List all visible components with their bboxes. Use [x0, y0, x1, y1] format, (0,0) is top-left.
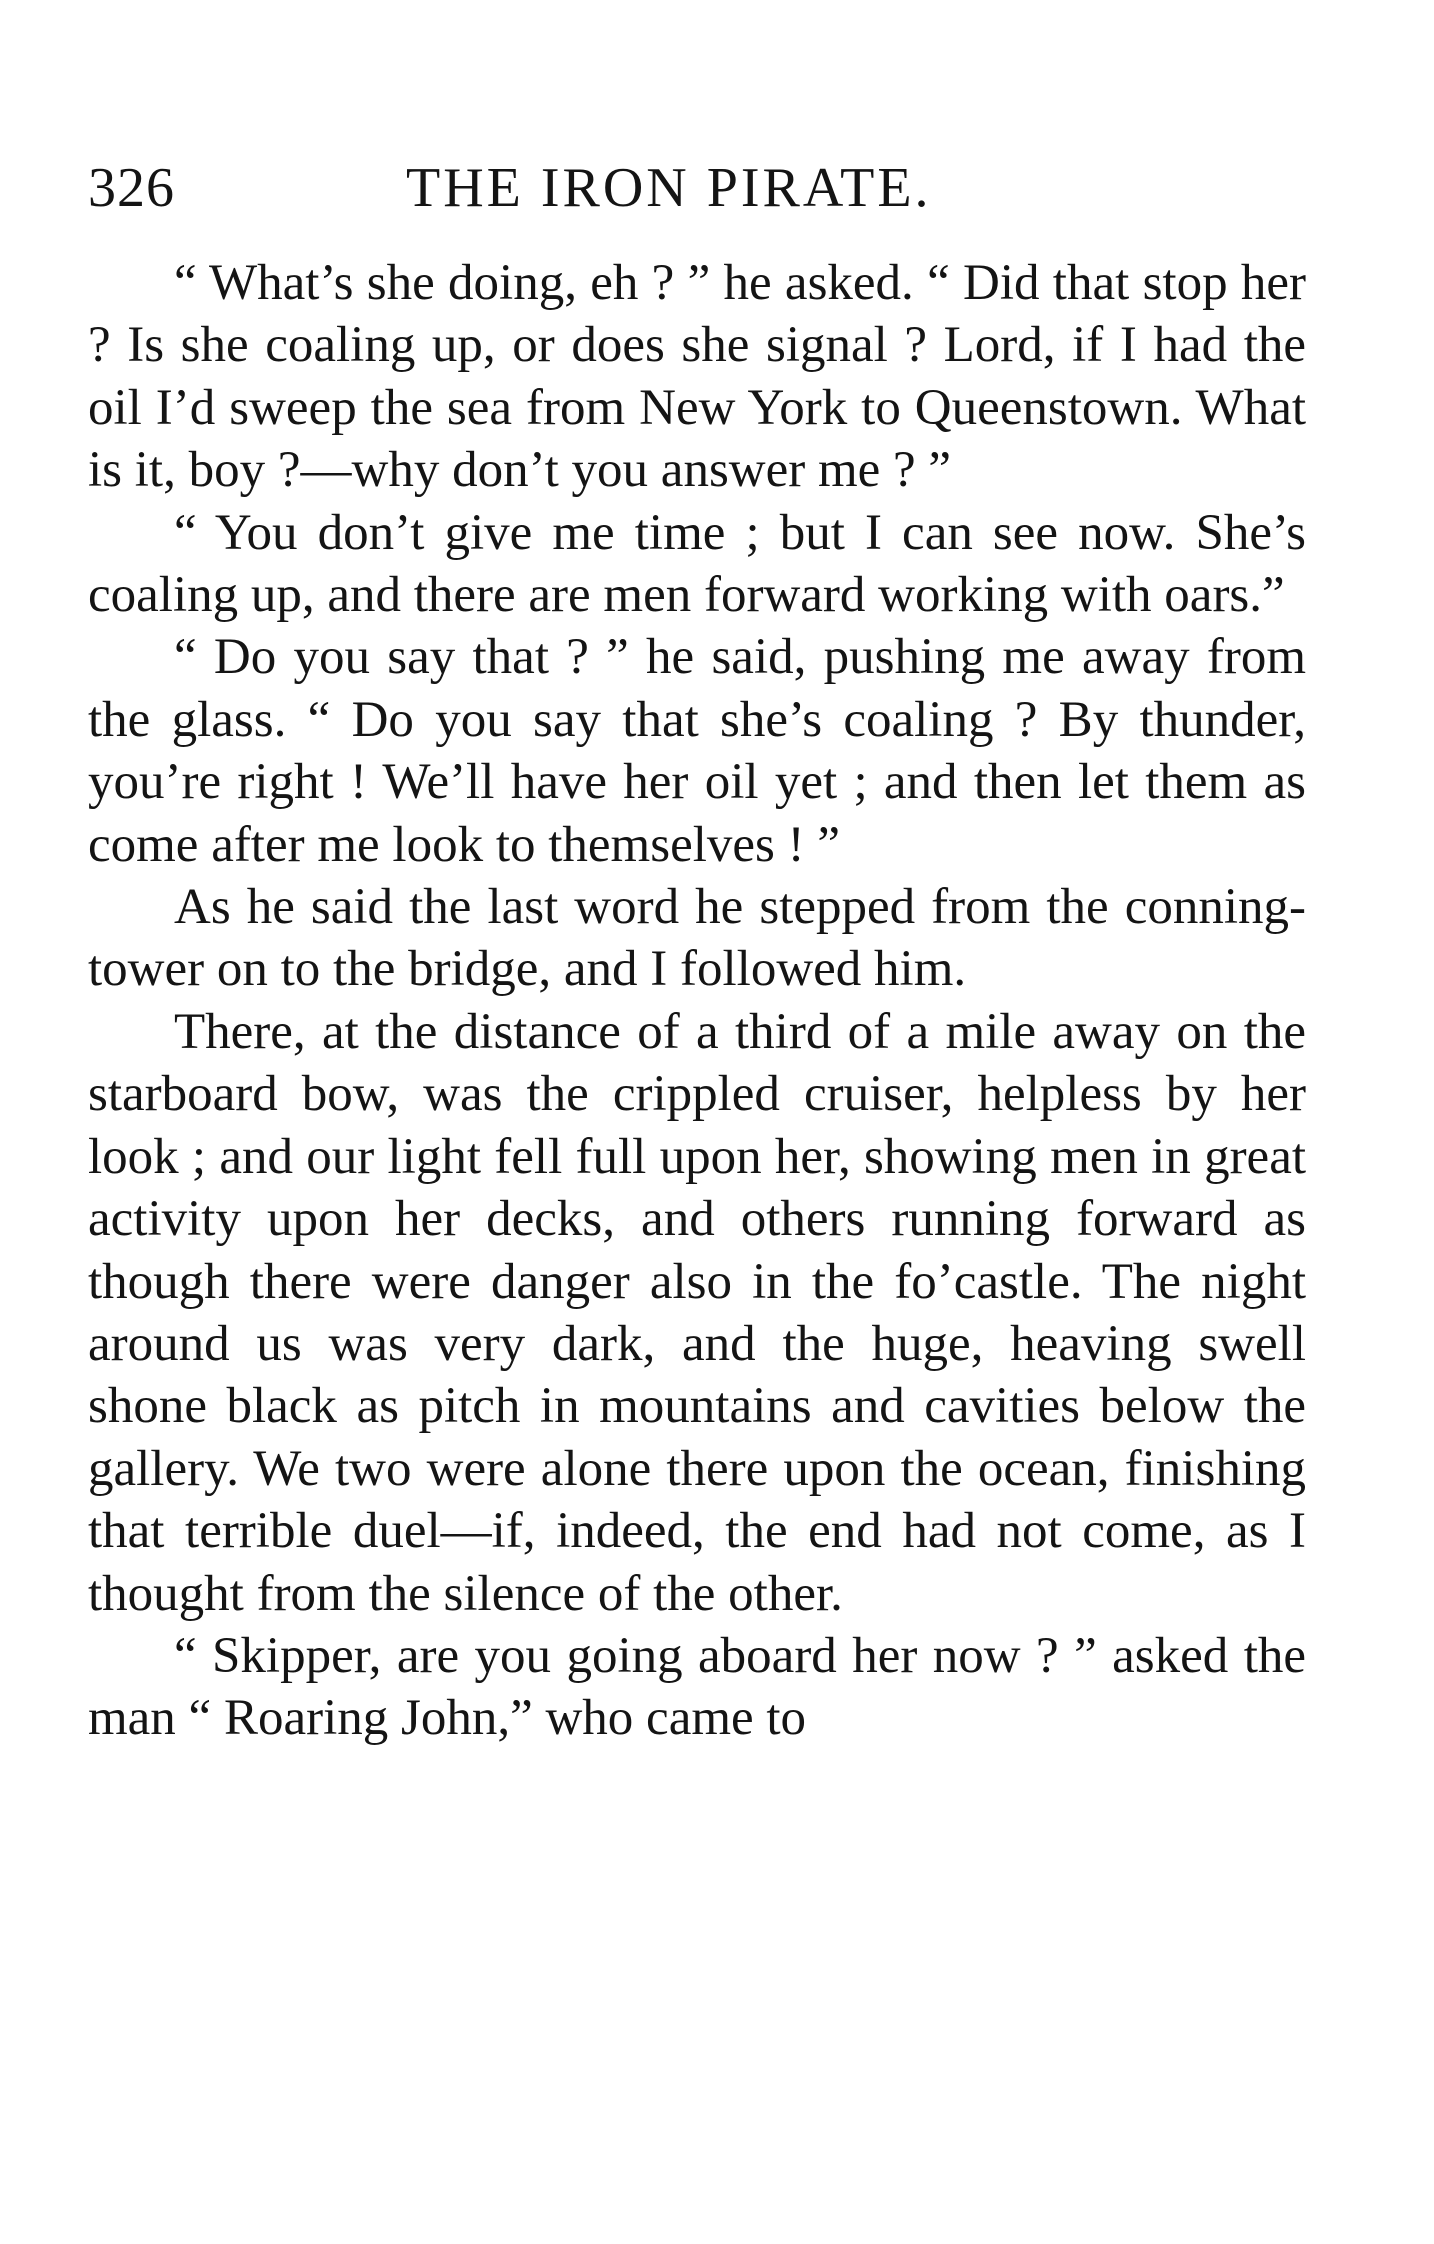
- paragraph: “ You don’t give me time ; but I can see now. She’s coaling up, and there are men forward working with oars.”: [88, 504, 1306, 624]
- page-header: [88, 148, 1306, 228]
- paragraph: “ Do you say that ? ” he said, pushing me away from the glass. “ Do you say that she’s coaling ? By thunder, you’re right ! We’ll have her oil yet ; and then let them as come after me look to themselves ! ”: [88, 629, 1306, 873]
- paragraph: As he said the last word he stepped from the conning-tower on to the bridge, and I followed him.: [88, 879, 1306, 998]
- paragraph: There, at the distance of a third of a mile away on the starboard bow, was the crippled cruiser, helpless by her look ; and our light fell full upon her, showing men in great activity upon her decks, and others running forward as though there were danger also in the fo’castle. The night around us was very dark, and the huge, heaving swell shone black as pitch in mountains and cavities below the gallery. We two were alone there upon the ocean, finishing that terrible duel—if, indeed, the end had not come, as I thought from the silence of the other.: [88, 1003, 1306, 1622]
- paragraph: “ Skipper, are you going aboard her now ? ” asked the man “ Roaring John,” who came to: [88, 1627, 1306, 1747]
- paragraph: “ What’s she doing, eh ? ” he asked. “ Did that stop her ? Is she coaling up, or does she signal ? Lord, if I had the oil I’d sweep the sea from New York to Queenstown. What is it, boy ?—why don’t you answer me ? ”: [88, 255, 1306, 499]
- body-text: [88, 252, 1306, 1750]
- page-number: 326: [88, 157, 175, 219]
- running-title: THE IRON PIRATE.: [406, 157, 932, 219]
